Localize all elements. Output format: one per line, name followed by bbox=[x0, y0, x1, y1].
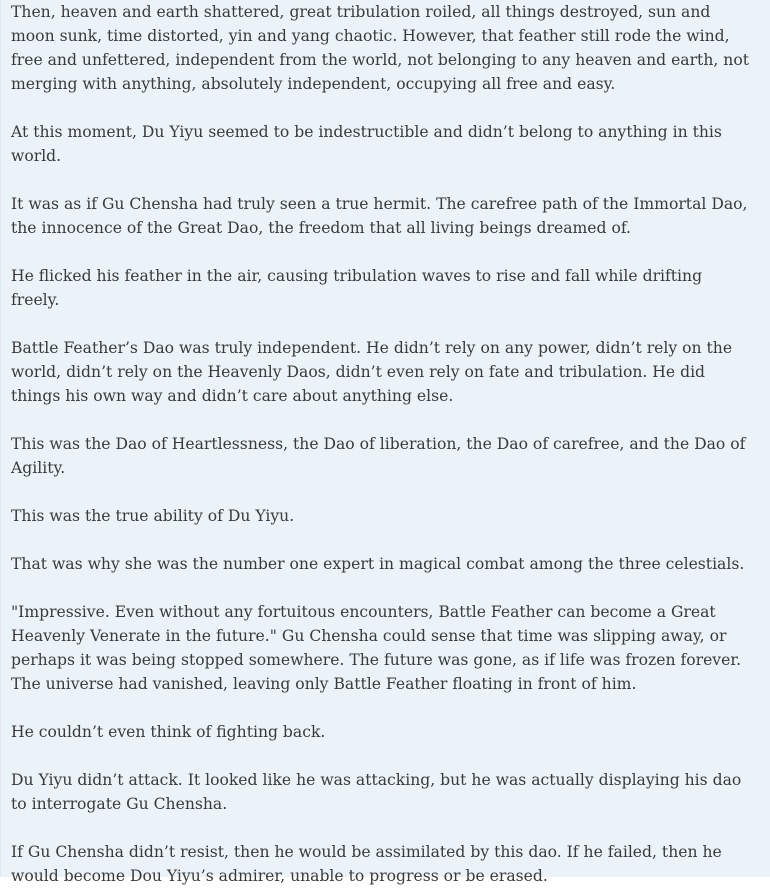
paragraph: He flicked his feather in the air, causing tribulation waves to rise and fall while drifting freely. bbox=[11, 267, 703, 309]
paragraph: This was the Dao of Heartlessness, the Dao of liberation, the Dao of carefree, and the Dao of Agility. bbox=[11, 435, 746, 477]
paragraph: That was why she was the number one expert in magical combat among the three celestials. bbox=[11, 555, 745, 573]
paragraph: "Impressive. Even without any fortuitous encounters, Battle Feather can become a Great Heavenly Venerate in the future." Gu Chensha could sense that time was slipping away, or perhaps it was being stopped somewhere. The future was gone, as if life was frozen forever. The universe had vanished, leaving only Battle Feather floating in front of him. bbox=[11, 603, 742, 693]
paragraph: It was as if Gu Chensha had truly seen a true hermit. The carefree path of the Immortal Dao, the innocence of the Great Dao, the freedom that all living beings dreamed of. bbox=[11, 195, 748, 237]
paragraph: Then, heaven and earth shattered, great tribulation roiled, all things destroyed, sun and moon sunk, time distorted, yin and yang chaotic. However, that feather still rode the wind, free and unfettered, independent from the world, not belonging to any heaven and earth, not merging with anything, absolutely independent, occupying all free and easy. bbox=[11, 3, 749, 93]
paragraph: At this moment, Du Yiyu seemed to be indestructible and didn’t belong to anything in this world. bbox=[11, 123, 722, 165]
paragraph: He couldn’t even think of fighting back. bbox=[11, 723, 326, 741]
paragraph: This was the true ability of Du Yiyu. bbox=[11, 507, 295, 525]
paragraph: If Gu Chensha didn’t resist, then he would be assimilated by this dao. If he failed, then he would become Dou Yiyu’s admirer, unable to progress or be erased. bbox=[11, 843, 722, 885]
paragraph: Du Yiyu didn’t attack. It looked like he was attacking, but he was actually displaying his dao to interrogate Gu Chensha. bbox=[11, 771, 742, 813]
paragraph: Battle Feather’s Dao was truly independent. He didn’t rely on any power, didn’t rely on the world, didn’t rely on the Heavenly Daos, didn’t even rely on fate and tribulation. He did things his own way and didn’t care about anything else. bbox=[11, 339, 733, 405]
